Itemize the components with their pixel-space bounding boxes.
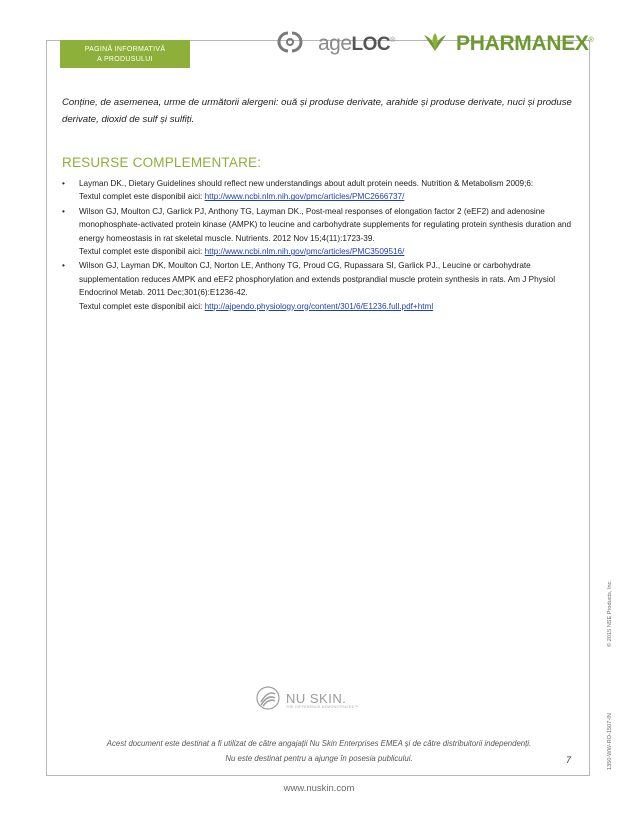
copyright: © 2015 NSE Products, Inc. — [607, 580, 613, 647]
reference-item — [62, 205, 572, 259]
nuskin-logo-icon — [256, 686, 280, 715]
side-document-code — [607, 580, 613, 770]
disclaimer-line1: Acest document este destinat a fi utilizat de către angajații Nu Skin Enterprises EMEA și de către distribuitorii independenți. — [106, 739, 532, 748]
reference-link-prefix: Textul complet este disponibil aici: — [79, 192, 203, 202]
bullet: • — [62, 179, 65, 188]
disclaimer-line2: Nu este destinat pentru a ajunge în posesia publicului. — [225, 754, 413, 763]
tab-label-line2: A PRODUSULUI — [97, 56, 153, 63]
nuskin-tagline: THE DIFFERENCE DEMONSTRATED™ — [286, 705, 359, 709]
reference-link-prefix: Textul complet este disponibil aici: — [79, 247, 203, 257]
reference-citation: Wilson GJ, Layman DK, Moulton CJ, Norton LE, Anthony TG, Proud CG, Rupassara SI, Garlick PJ., Leucine or carbohydrate supplementation reduces AMPK and eEF2 phosphorylation and extends postprandial muscle protein synthesis in rats. Am J Physiol Endocrinol Metab. 2011 Dec;301(6):E1236-42. — [79, 261, 556, 298]
nuskin-logo — [256, 686, 358, 715]
page-number: 7 — [566, 755, 572, 765]
bullet: • — [62, 206, 65, 216]
ageloc-logo — [274, 30, 395, 58]
ageloc-logo-icon — [274, 29, 314, 60]
reference-citation: Layman DK., Dietary Guidelines should reflect new understandings about adult protein needs. Nutrition & Metabolism 2009;6: — [79, 179, 534, 188]
allergens-statement: Conține, de asemenea, urme de următorii alergeni: ouă și produse derivate, arahide și produse derivate, nuci și produse derivate, dioxid de sulf și sulfiți. — [62, 97, 572, 125]
disclaimer — [96, 736, 542, 766]
ageloc-wordmark: ageLOC® — [318, 32, 395, 55]
document-page — [46, 40, 590, 776]
pharmanex-wordmark: PHARMANEX® — [456, 32, 594, 55]
tab-label-line1: PAGINĂ INFORMATIVĂ — [84, 46, 166, 53]
reference-item — [62, 259, 572, 313]
reference-link-prefix: Textul complet este disponibil aici: — [79, 301, 203, 311]
website-url[interactable]: www.nuskin.com — [283, 783, 355, 794]
pharmanex-leaf-icon — [420, 31, 450, 58]
document-code: 1350-WW-RO-1507-IN — [607, 713, 613, 770]
pharmanex-logo — [420, 30, 594, 58]
reference-citation: Wilson GJ, Moulton CJ, Garlick PJ, Anthony TG, Layman DK., Post-meal responses of elongation factor 2 (eEF2) and adenosine monophosphate-activated protein kinase (AMPK) to leucine and carbohydrate supplements for regulating protein synthesis duration and energy homeostasis in rat skeletal muscle. Nutrients. 2012 Nov 15;4(11):1723-39. — [79, 206, 571, 243]
references-list — [62, 177, 572, 314]
reference-item — [62, 177, 572, 204]
reference-link[interactable]: http://www.ncbi.nlm.nih.gov/pmc/articles/PMC3509516/ — [204, 247, 405, 257]
section-title: RESURSE COMPLEMENTARE: — [62, 155, 262, 170]
product-info-tab — [60, 40, 190, 68]
reference-link[interactable]: http://ajpendo.physiology.org/content/301/6/E1236.full.pdf+html — [204, 301, 434, 311]
bullet: • — [62, 261, 65, 271]
reference-link[interactable]: http://www.ncbi.nlm.nih.gov/pmc/articles/PMC2666737/ — [204, 192, 405, 202]
nuskin-wordmark: NU SKIN. — [286, 691, 347, 706]
